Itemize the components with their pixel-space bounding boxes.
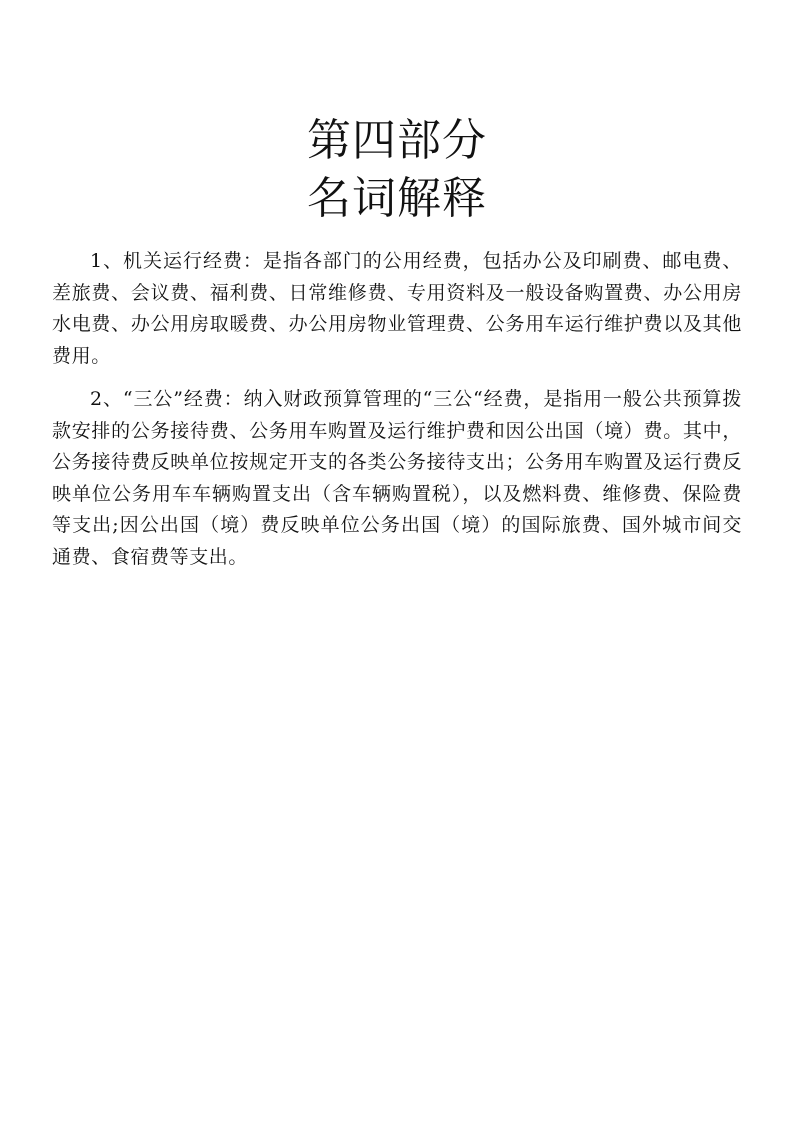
- page-title: [52, 112, 742, 228]
- definition-paragraph-three-public-expenses: 2、“三公”经费：纳入财政预算管理的“三公“经费，是指用一般公共预算拨款安排的公务接待费、公务用车购置及运行维护费和因公出国（境）费。其中，公务接待费反映单位按规定开支的各类公务接待支出；公务用车购置及运行费反映单位公务用车车辆购置支出（含车辆购置税），以及燃料费、维修费、保险费等支出;因公出国（境）费反映单位公务出国（境）的国际旅费、国外城市间交通费、食宿费等支出。: [52, 388, 742, 568]
- definition-paragraph-operating-expenses: 1、机关运行经费：是指各部门的公用经费，包括办公及印刷费、邮电费、差旅费、会议费、福利费、日常维修费、专用资料及一般设备购置费、办公用房水电费、办公用房取暖费、办公用房物业管理费、公务用车运行维护费以及其他费用。: [52, 250, 742, 367]
- section-subtitle: 名词解释: [307, 173, 487, 224]
- section-title: 第四部分: [307, 115, 487, 166]
